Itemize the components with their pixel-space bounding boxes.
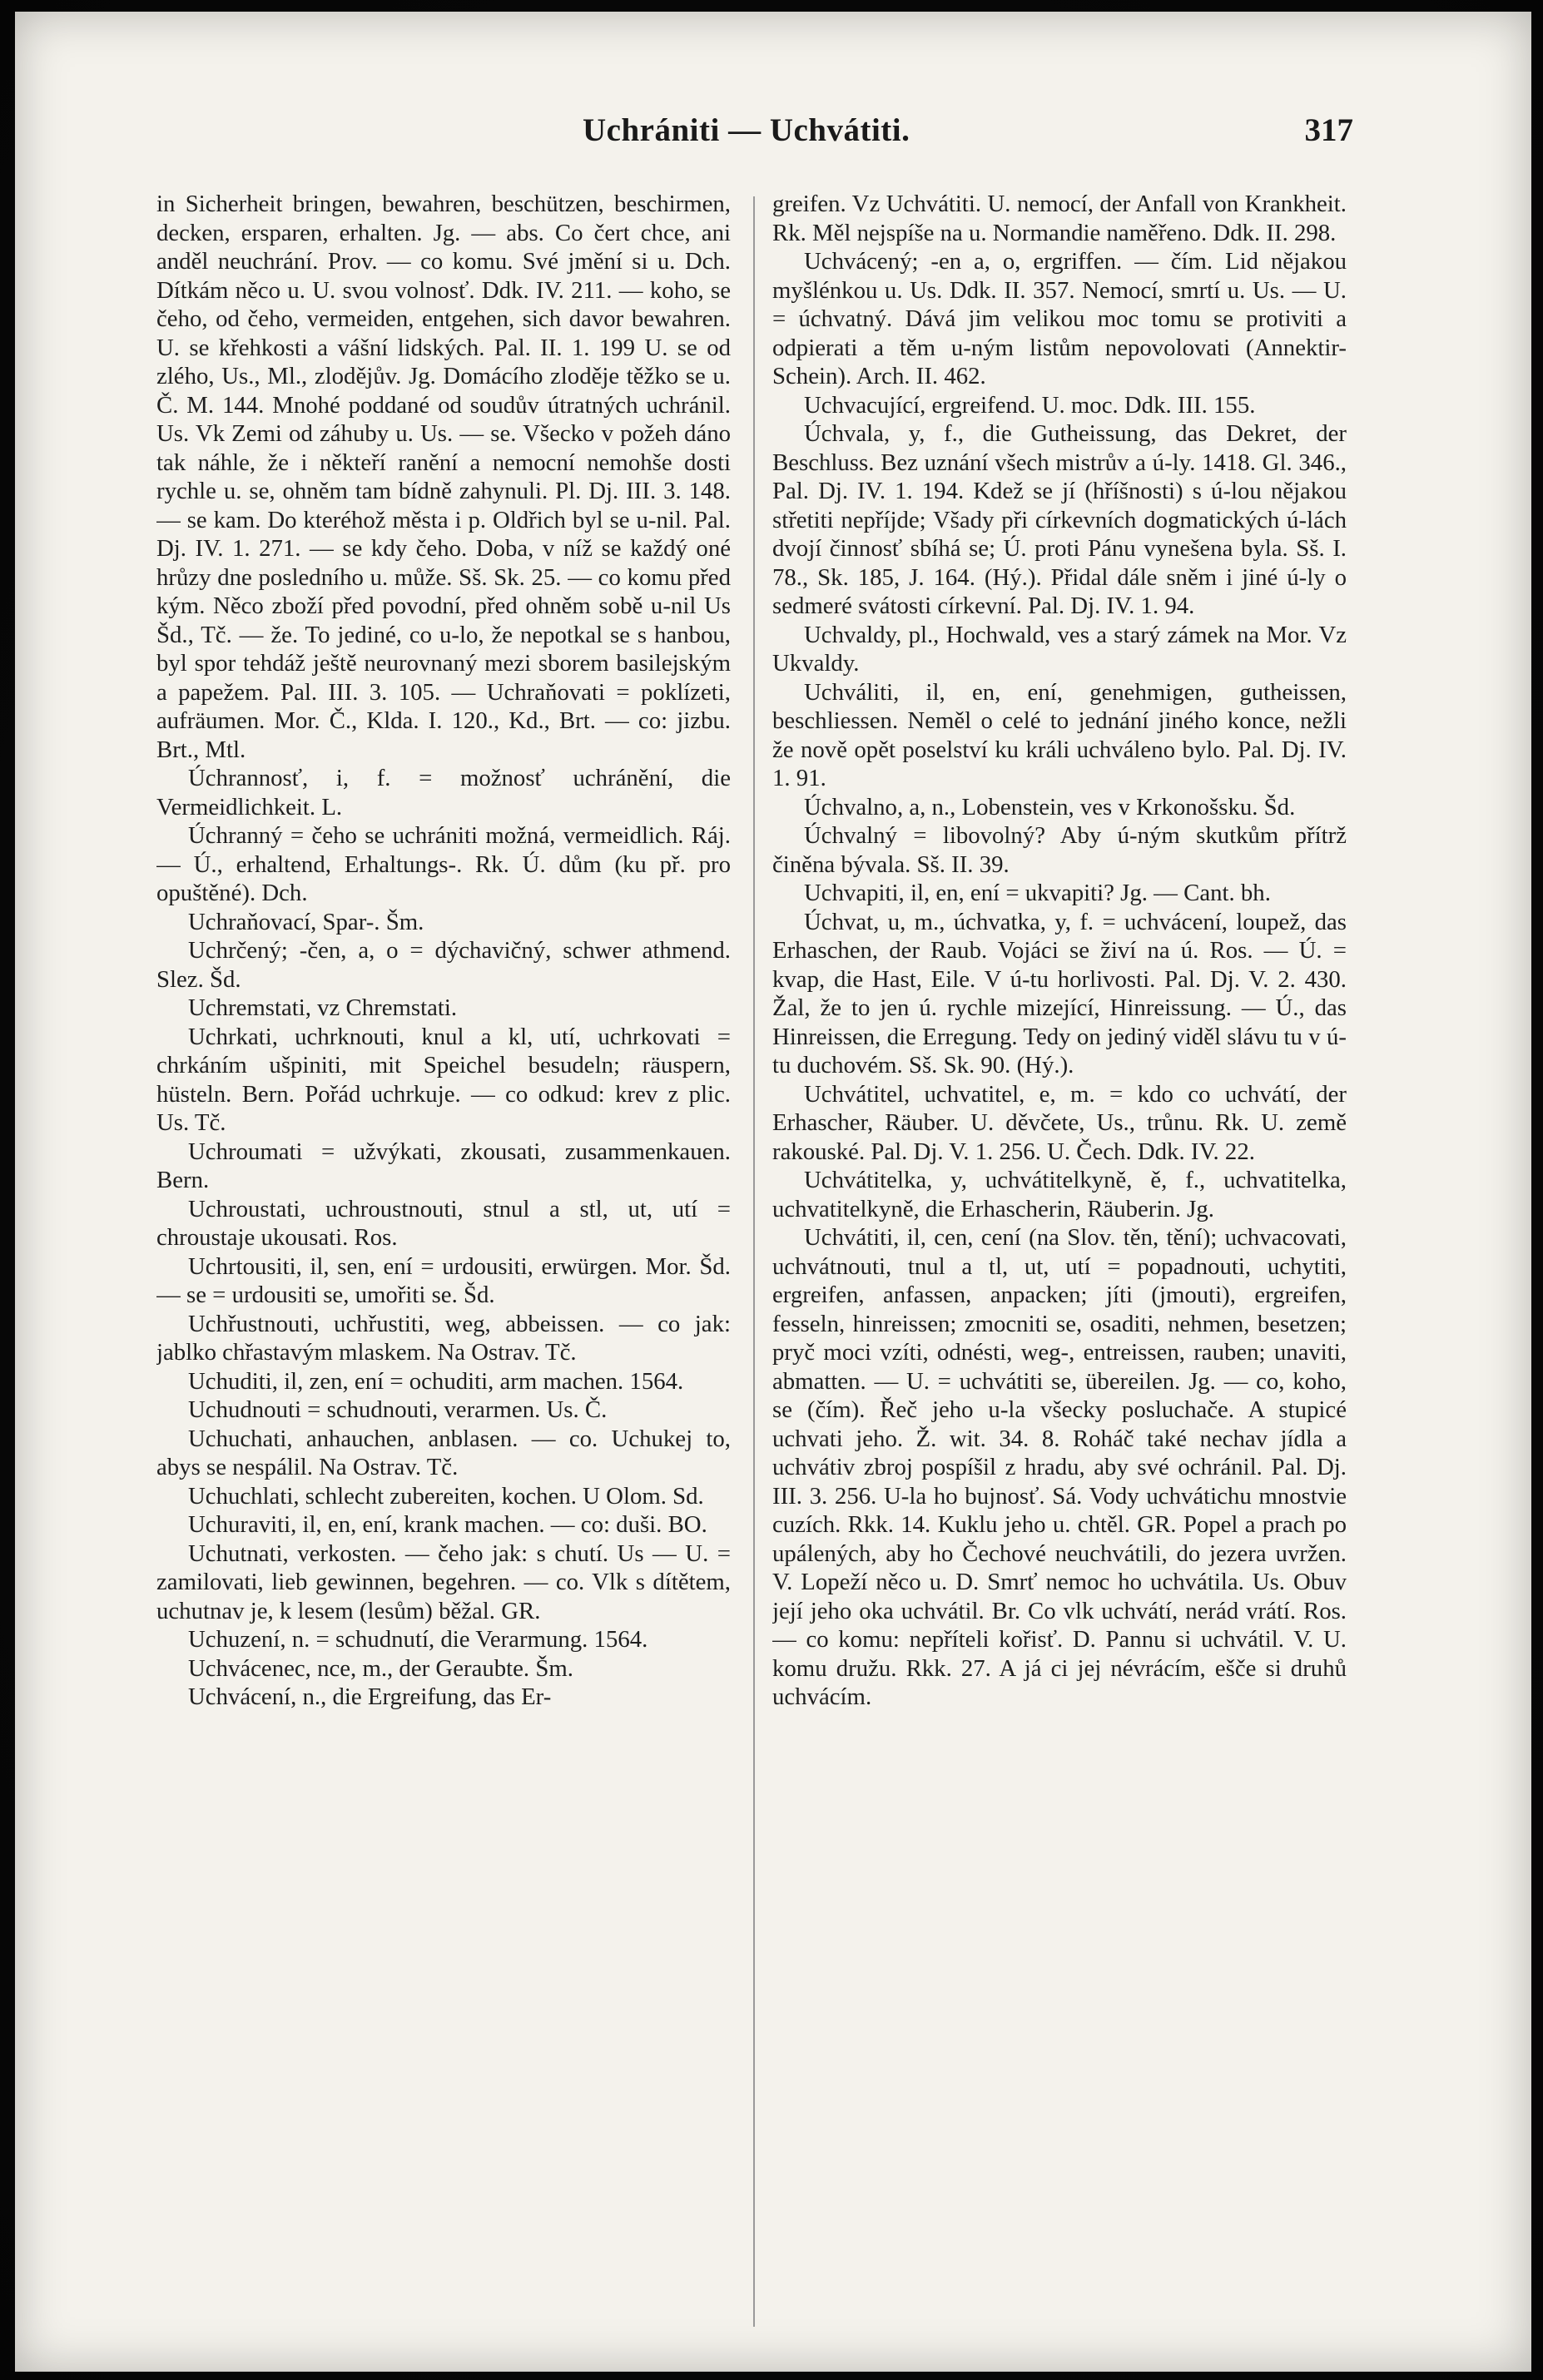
entry: Úchranný = čeho se uchrániti možná, vermeidlich. Ráj. — Ú., erhaltend, Erhaltungs-. Rk. Ú. dům (ku př. pro opuštěné). Dch. [156, 822, 731, 906]
left-column [156, 190, 731, 2337]
page-number: 317 [1304, 112, 1353, 148]
entry: Uchvátitel, uchvatitel, e, m. = kdo co uchvátí, der Erhascher, Räuber. U. děvčete, Us., trůnu. Rk. U. země rakouské. Pal. Dj. V. 1. 256. U. Čech. Ddk. IV. 22. [772, 1080, 1347, 1165]
entry: Úchvat, u, m., úchvatka, y, f. = uchvácení, loupež, das Erhaschen, der Raub. Vojáci se živí na ú. Ros. — Ú. = kvap, die Hast, Eile. V ú-tu horlivosti. Pal. Dj. V. 2. 430. Žal, že to jen ú. rychle mizející, Hinreissung. — Ú., das Hinreissen, die Erregung. Tedy on jediný viděl slávu tu v ú-tu duchovém. Sš. Sk. 90. (Hý.). [772, 908, 1347, 1078]
entry: Uchvapiti, il, en, ení = ukvapiti? Jg. — Cant. bh. [804, 880, 1271, 906]
entry: Uchraňovací, Spar-. Šm. [188, 908, 424, 935]
entry: Uchvácený; -en a, o, ergriffen. — čím. Lid nějakou myšlénkou u. Us. Ddk. II. 357. Nemocí, smrtí u. Us. — U. = úchvatný. Dává jim velikou moc tomu se protiviti a odpierati a těm u-ným listům nepovolovati (Annektir-Schein). Arch. II. 462. [772, 248, 1347, 389]
entry: Úchrannosť, i, f. = možnosť uchránění, die Vermeidlichkeit. L. [156, 765, 731, 821]
entry: Uchroumati = užvýkati, zkousati, zusammenkauen. Bern. [156, 1138, 731, 1193]
entry: Úchvala, y, f., die Gutheissung, das Dekret, der Beschluss. Bez uznání všech mistrův a ú-ly. 1418. Gl. 346., Pal. Dj. IV. 1. 194. Kdež se jí (hříšnosti) s ú-lou nějakou střetiti nepříjde; Všady při církevních dogmatických ú-lách dvojí činnosť sbíhá se; Ú. proti Pánu vynešena byla. Sš. I. 78., Sk. 185, J. 164. (Hý.). Přidal dále sněm i jiné ú-ly o sedmeré svátosti církevní. Pal. Dj. IV. 1. 94. [772, 420, 1347, 619]
entry: Uchudnouti = schudnouti, verarmen. Us. Č. [188, 1396, 608, 1423]
entry: Uchuzení, n. = schudnutí, die Verarmung. 1564. [188, 1626, 648, 1653]
entry: Uchutnati, verkosten. — čeho jak: s chutí. Us — U. = zamilovati, lieb gewinnen, begehren. — co. Vlk s dítětem, uchutnav je, k lesem (lesům) běžal. GR. [156, 1540, 731, 1624]
entry: Uchremstati, vz Chremstati. [188, 994, 458, 1021]
entry: Uchuditi, il, zen, ení = ochuditi, arm machen. 1564. [188, 1367, 684, 1395]
right-column [772, 190, 1347, 2337]
entry: Uchrtousiti, il, sen, ení = urdousiti, erwürgen. Mor. Šd. — se = urdousiti se, umořiti se. Šd. [156, 1252, 731, 1308]
entry: Uchuchlati, schlecht zubereiten, kochen. U Olom. Sd. [188, 1482, 704, 1510]
entry: Uchuchati, anhauchen, anblasen. — co. Uchukej to, abys se nespálil. Na Ostrav. Tč. [156, 1425, 731, 1480]
entry: Uchvátiti, il, cen, cení (na Slov. těn, tění); uchvacovati, uchvátnouti, tnul a tl, ut, utí = popadnouti, uchytiti, ergreifen, anfassen, anpacken; jíti (jmouti), ergreifen, fesseln, hinreissen; zmocniti se, osaditi, nehmen, besetzen; pryč moci vzíti, odnésti, weg-, entreissen, rauben; unaviti, abmatten. — U. = uchvátiti se, übereilen. Jg. — co, koho, se (čím). Řeč jeho u-la všecky posluchače. A stupicé uchvati jeho. Ž. wit. 34. 8. Roháč také nechav jídla a uchvátiv zbroj pospíšil z hradu, aby své ochránil. Pal. Dj. III. 3. 256. U-la ho bujnosť. Sá. Vody uchvátichu mnostvie cuzích. Rkk. 14. Kuklu jeho u. chtěl. GR. Popel a prach po upálených, aby ho Čechové neuchvátili, do jezera uvržen. V. Lopeží něco u. D. Smrť nemoc ho uchvátila. Us. Obuv její jeho oka uchvátil. Br. Co vlk uchvátí, nerád vrátí. Ros. — co komu: nepříteli kořisť. D. Pannu si uchvátil. V. U. komu družu. Rkk. 27. A já ci jej névrácím, ešče si druhů uchvácím. [772, 1224, 1347, 1710]
running-title: Uchrániti — Uchvátiti. [583, 112, 910, 148]
column-divider [753, 196, 755, 2327]
entry: Uchváliti, il, en, ení, genehmigen, gutheissen, beschliessen. Neměl o celé to jednání jiného konce, nežli že nově opět poselství ku králi uchváleno bylo. Pal. Dj. IV. 1. 91. [772, 678, 1347, 791]
entry: Uchroustati, uchroustnouti, stnul a stl, ut, utí = chroustaje ukousati. Ros. [156, 1195, 731, 1251]
entry: Úchvalný = libovolný? Aby ú-ným skutkům přítrž činěna bývala. Sš. II. 39. [772, 822, 1347, 878]
entry: Uchvátitelka, y, uchvátitelkyně, ě, f., uchvatitelka, uchvatitelkyně, die Erhascherin, Räuberin. Jg. [772, 1167, 1347, 1222]
entry: Uchvacující, ergreifend. U. moc. Ddk. III. 155. [804, 391, 1256, 419]
entry: Uchrkati, uchrknouti, knul a kl, utí, uchrkovati = chrkáním ušpiniti, mit Speichel besudeln; räuspern, hüsteln. Bern. Pořád uchrkuje. — co odkud: krev z plic. Us. Tč. [156, 1023, 731, 1136]
entry: Úchvalno, a, n., Lobenstein, ves v Krkonošsku. Šd. [804, 793, 1296, 821]
entry: Uchuraviti, il, en, ení, krank machen. — co: duši. BO. [188, 1511, 707, 1538]
entry: Uchvácení, n., die Ergreifung, das Er- [188, 1683, 552, 1710]
entry: Uchřustnouti, uchřustiti, weg, abbeissen. — co jak: jablko chřastavým mlaskem. Na Ostrav. Tč. [156, 1310, 731, 1366]
entry: Uchvácenec, nce, m., der Geraubte. Šm. [188, 1654, 573, 1682]
entry: Uchrčený; -čen, a, o = dýchavičný, schwer athmend. Slez. Šd. [156, 937, 731, 993]
entry: Uchvaldy, pl., Hochwald, ves a starý zámek na Mor. Vz Ukvaldy. [772, 621, 1347, 677]
entry-continuation: in Sicherheit bringen, bewahren, beschützen, beschirmen, decken, ersparen, erhalten. Jg. — abs. Co čert chce, ani anděl neuchrání. Prov. — co komu. Své jmění si u. Dch. Dítkám něco u. U. svou volnosť. Ddk. IV. 211. — koho, se čeho, od čeho, vermeiden, entgehen, sich davor bewahren. U. se křehkosti a vášní lidských. Pal. II. 1. 199 U. se od zlého, Us., Ml., zlodějův. Jg. Domácího zloděje těžko se u. Č. M. 144. Mnohé poddané od soudův útratných uchránil. Us. Vk Zemi od záhuby u. Us. — se. Všecko v požeh dáno tak náhle, že i někteří ranění a nemocní nemohše dosti rychle u. se, ohněm tam bídně zahynuli. Pl. Dj. III. 3. 148. — se kam. Do kteréhož města i p. Oldřich byl se u-nil. Pal. Dj. IV. 1. 271. — se kdy čeho. Doba, v níž se každý oné hrůzy dne posledního u. může. Sš. Sk. 25. — co komu před kým. Něco zboží před povodní, před ohněm sobě u-nil Us Šd., Tč. — že. To jediné, co u-lo, že nepotkal se s hanbou, byl spor tehdáž ještě neurovnaný mezi sborem basilejským a papežem. Pal. III. 3. 105. — Uchraňovati = poklízeti, aufräumen. Mor. Č., Klda. I. 120., Kd., Brt. — co: jizbu. Brt., Mtl. [156, 191, 731, 763]
entry-continuation: greifen. Vz Uchvátiti. U. nemocí, der Anfall von Krankheit. Rk. Měl nejspíše na u. Normandie naměřeno. Ddk. II. 298. [772, 191, 1347, 246]
page-header [0, 107, 1543, 156]
